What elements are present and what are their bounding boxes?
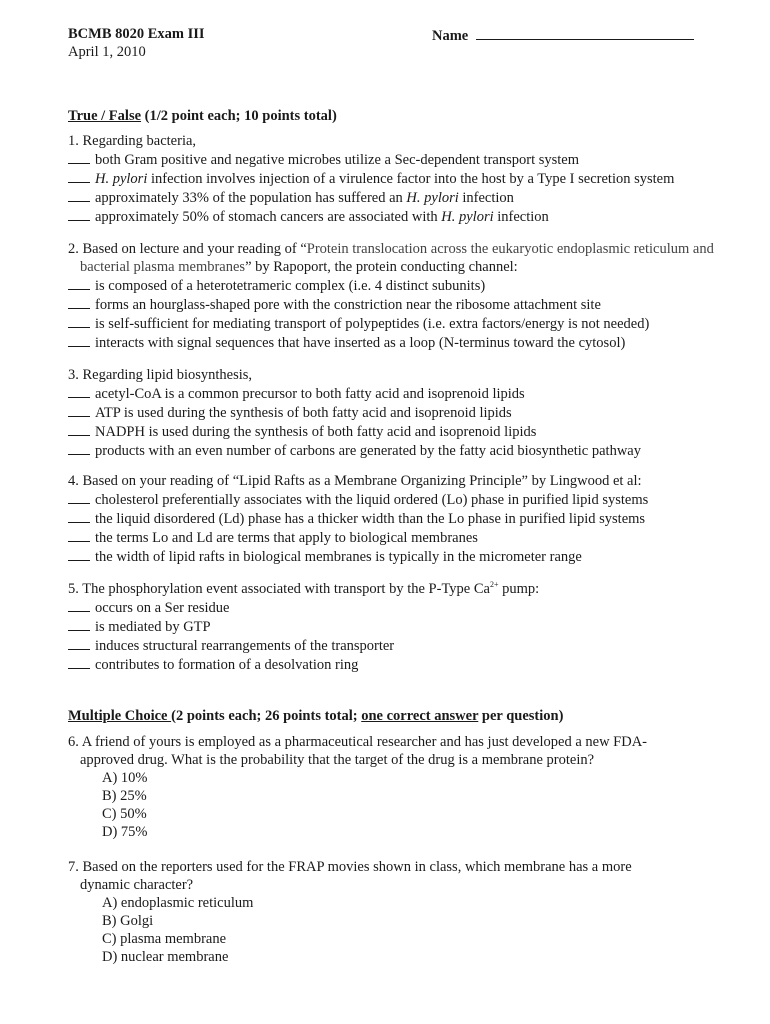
answer-blank[interactable] xyxy=(68,314,90,328)
choice-b[interactable]: B) 25% xyxy=(102,788,147,804)
multiple-choice-heading: Multiple Choice (2 points each; 26 points total; one correct answer per question) xyxy=(68,708,564,724)
question-7 xyxy=(68,858,678,966)
name-line[interactable] xyxy=(476,25,694,40)
tf-item: NADPH is used during the synthesis of both fatty acid and isoprenoid lipids xyxy=(68,422,718,441)
answer-blank[interactable] xyxy=(68,207,90,221)
choice-c[interactable]: C) 50% xyxy=(102,806,147,822)
tf-item: induces structural rearrangements of the transporter xyxy=(68,636,718,655)
answer-blank[interactable] xyxy=(68,509,90,523)
answer-blank[interactable] xyxy=(68,169,90,183)
tf-heading-points: (1/2 point each; 10 points total) xyxy=(141,108,337,124)
answer-blank[interactable] xyxy=(68,276,90,290)
question-stem: 7. Based on the reporters used for the FRAP movies shown in class, which membrane has a more dynamic character? xyxy=(68,859,632,893)
tf-item: forms an hourglass-shaped pore with the constriction near the ribosome attachment site xyxy=(68,295,718,314)
tf-heading-title: True / False xyxy=(68,108,142,124)
question-stem: 4. Based on your reading of “Lipid Rafts as a Membrane Organizing Principle” by Lingwood et al: xyxy=(68,473,642,489)
answer-blank[interactable] xyxy=(68,188,90,202)
answer-blank[interactable] xyxy=(68,598,90,612)
question-3 xyxy=(68,366,718,460)
true-false-heading xyxy=(68,107,337,125)
question-stem: 6. A friend of yours is employed as a pharmaceutical researcher and has just developed a new FDA-approved drug. What is the probability that the target of the drug is a membrane protein? xyxy=(68,734,648,768)
mc-heading-title: Multiple Choice xyxy=(68,708,172,724)
choice-a[interactable]: A) endoplasmic reticulum xyxy=(102,895,254,911)
question-6 xyxy=(68,733,678,841)
answer-blank[interactable] xyxy=(68,490,90,504)
answer-blank[interactable] xyxy=(68,333,90,347)
question-stem: 2. Based on lecture and your reading of “Protein translocation across the eukaryotic endoplasmic reticulum and bacterial plasma membranes” by Rapoport, the protein conducting channel: xyxy=(68,241,714,275)
tf-item: acetyl-CoA is a common precursor to both fatty acid and isoprenoid lipids xyxy=(68,384,718,403)
course-title: BCMB 8020 Exam III xyxy=(68,26,205,42)
tf-item: the liquid disordered (Ld) phase has a thicker width than the Lo phase in purified lipid systems xyxy=(68,509,718,528)
question-4 xyxy=(68,472,718,566)
tf-item: cholesterol preferentially associates with the liquid ordered (Lo) phase in purified lipid systems xyxy=(68,490,718,509)
reading-title: Protein translocation across the eukaryotic endoplasmic reticulum and bacterial plasma membranes xyxy=(80,241,714,275)
name-field[interactable] xyxy=(432,25,694,45)
tf-item: occurs on a Ser residue xyxy=(68,598,718,617)
answer-blank[interactable] xyxy=(68,441,90,455)
answer-blank[interactable] xyxy=(68,617,90,631)
tf-item: interacts with signal sequences that have inserted as a loop (N-terminus toward the cytosol) xyxy=(68,333,718,352)
answer-blank[interactable] xyxy=(68,384,90,398)
question-2 xyxy=(68,240,718,352)
answer-blank[interactable] xyxy=(68,547,90,561)
answer-blank[interactable] xyxy=(68,655,90,669)
tf-item: is self-sufficient for mediating transport of polypeptides (i.e. extra factors/energy is not needed) xyxy=(68,314,718,333)
tf-item: is mediated by GTP xyxy=(68,617,718,636)
tf-item: contributes to formation of a desolvation ring xyxy=(68,655,718,674)
answer-blank[interactable] xyxy=(68,150,90,164)
tf-item: ATP is used during the synthesis of both fatty acid and isoprenoid lipids xyxy=(68,403,718,422)
tf-item: is composed of a heterotetrameric complex (i.e. 4 distinct subunits) xyxy=(68,276,718,295)
choice-d[interactable]: D) nuclear membrane xyxy=(102,949,229,965)
question-5 xyxy=(68,580,718,674)
answer-blank[interactable] xyxy=(68,403,90,417)
answer-blank[interactable] xyxy=(68,422,90,436)
tf-item: the width of lipid rafts in biological membranes is typically in the micrometer range xyxy=(68,547,718,566)
question-stem: 3. Regarding lipid biosynthesis, xyxy=(68,367,253,383)
tf-item: approximately 33% of the population has suffered an H. pylori infection xyxy=(68,188,718,207)
question-stem: 1. Regarding bacteria, xyxy=(68,133,197,149)
tf-item: the terms Lo and Ld are terms that apply to biological membranes xyxy=(68,528,718,547)
answer-blank[interactable] xyxy=(68,636,90,650)
question-stem: 5. The phosphorylation event associated with transport by the P-Type $Ca^{2+}$ pump: xyxy=(68,580,540,597)
exam-date: April 1, 2010 xyxy=(68,44,146,60)
tf-item: products with an even number of carbons are generated by the fatty acid biosynthetic pathway xyxy=(68,441,718,460)
choice-d[interactable]: D) 75% xyxy=(102,824,148,840)
name-label: Name xyxy=(432,28,469,44)
answer-blank[interactable] xyxy=(68,528,90,542)
answer-blank[interactable] xyxy=(68,295,90,309)
tf-item: approximately 50% of stomach cancers are associated with H. pylori infection xyxy=(68,207,718,226)
choice-c[interactable]: C) plasma membrane xyxy=(102,931,227,947)
question-1 xyxy=(68,132,718,226)
tf-item: both Gram positive and negative microbes utilize a Sec-dependent transport system xyxy=(68,150,718,169)
choice-b[interactable]: B) Golgi xyxy=(102,913,154,929)
tf-item: H. pylori infection involves injection of a virulence factor into the host by a Type I secretion system xyxy=(68,169,718,188)
choice-a[interactable]: A) 10% xyxy=(102,770,148,786)
